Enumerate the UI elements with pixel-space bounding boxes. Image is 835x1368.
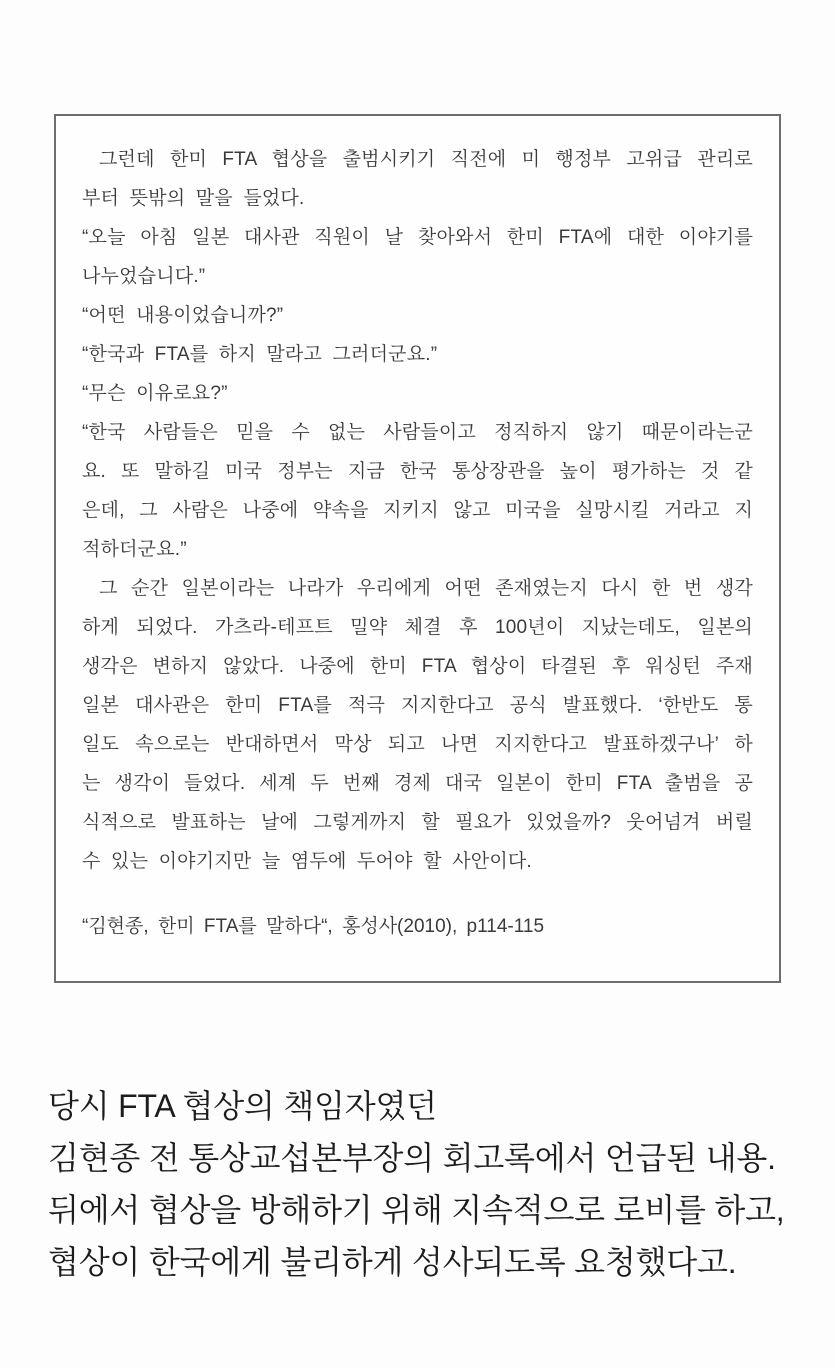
excerpt-line: 나누었습니다.” xyxy=(82,266,206,287)
excerpt-line: 수 있는 이야기지만 늘 염두에 두어야 할 사안이다. xyxy=(82,851,532,872)
excerpt-line: 일도 속으로는 반대하면서 막상 되고 나면 지지한다고 발표하겠구나’ 하 xyxy=(82,734,753,755)
excerpt-line: 은데, 그 사람은 나중에 약속을 지키지 않고 미국을 실망시킬 거라고 지 xyxy=(82,500,753,521)
excerpt-line: 그 순간 일본이라는 나라가 우리에게 어떤 존재였는지 다시 한 번 생각 xyxy=(99,578,753,599)
excerpt-line: “무슨 이유로요?” xyxy=(82,383,228,404)
excerpt-line: “한국 사람들은 믿을 수 없는 사람들이고 정직하지 않기 때문이라는군 xyxy=(82,422,753,443)
excerpt-line: 는 생각이 들었다. 세계 두 번째 경제 대국 일본이 한미 FTA 출범을 공 xyxy=(82,773,753,794)
excerpt-line: “어떤 내용이었습니까?” xyxy=(82,305,284,326)
book-citation: “김현종, 한미 FTA를 말하다“, 홍성사(2010), p114-115 xyxy=(82,916,545,937)
commentary-line: 뒤에서 협상을 방해하기 위해 지속적으로 로비를 하고, xyxy=(48,1192,785,1228)
commentary-line: 당시 FTA 협상의 책임자였던 xyxy=(48,1088,437,1124)
commentary-line: 협상이 한국에게 불리하게 성사되도록 요청했다고. xyxy=(48,1244,737,1280)
excerpt-line: 일본 대사관은 한미 FTA를 적극 지지한다고 공식 발표했다. ‘한반도 통 xyxy=(82,695,753,716)
excerpt-line: 부터 뜻밖의 말을 들었다. xyxy=(82,188,305,209)
excerpt-line: 요. 또 말하길 미국 정부는 지금 한국 통상장관을 높이 평가하는 것 같 xyxy=(82,461,753,482)
excerpt-line: “오늘 아침 일본 대사관 직원이 날 찾아와서 한미 FTA에 대한 이야기를 xyxy=(82,227,753,248)
excerpt-line: 적하더군요.” xyxy=(82,539,187,560)
excerpt-line: 하게 되었다. 가츠라-테프트 밀약 체결 후 100년이 지났는데도, 일본의 xyxy=(82,617,753,638)
excerpt-line: 식적으로 발표하는 날에 그렇게까지 할 필요가 있었을까? 웃어넘겨 버릴 xyxy=(82,812,753,833)
excerpt-line: 그런데 한미 FTA 협상을 출범시키기 직전에 미 행정부 고위급 관리로 xyxy=(99,149,753,170)
commentary-line: 김현종 전 통상교섭본부장의 회고록에서 언급된 내용. xyxy=(48,1140,776,1176)
excerpt-line: “한국과 FTA를 하지 말라고 그러더군요.” xyxy=(82,344,438,365)
excerpt-line: 생각은 변하지 않았다. 나중에 한미 FTA 협상이 타결된 후 워싱턴 주재 xyxy=(82,656,753,677)
commentary-block xyxy=(48,1080,833,1288)
book-excerpt-box xyxy=(54,114,781,983)
